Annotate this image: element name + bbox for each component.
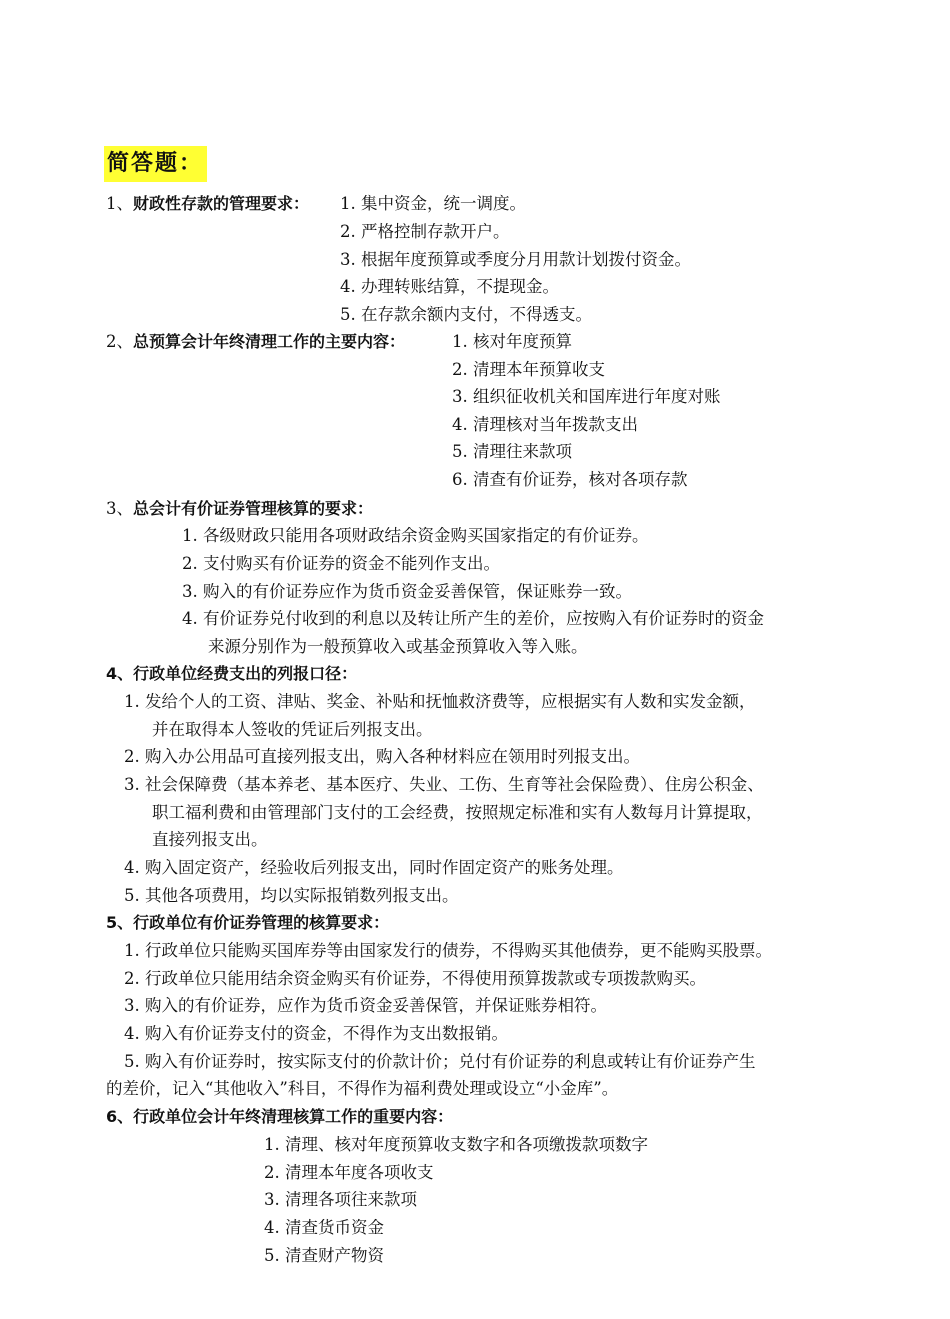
question-3-item-3: 3. 购入的有价证券应作为货币资金妥善保管，保证账券一致。 — [182, 582, 632, 601]
question-2-heading — [106, 330, 405, 354]
question-6-item-3: 3. 清理各项往来款项 — [264, 1190, 417, 1209]
question-1-item-5: 5. 在存款余额内支付，不得透支。 — [340, 305, 592, 324]
question-4-item-3-cont-1: 职工福利费和由管理部门支付的工会经费，按照规定标准和实有人数每月计算提取， — [152, 803, 763, 822]
question-2-item-2: 2. 清理本年预算收支 — [452, 360, 605, 379]
question-6-item-5: 5. 清查财产物资 — [264, 1246, 384, 1265]
question-3-item-4: 4. 有价证券兑付收到的利息以及转让所产生的差价，应按购入有价证券时的资金 — [182, 609, 764, 628]
question-5-item-4: 4. 购入有价证券支付的资金，不得作为支出数报销。 — [124, 1024, 508, 1043]
question-4-item-1-cont: 并在取得本人签收的凭证后列报支出。 — [152, 720, 433, 739]
question-3-item-1: 1. 各级财政只能用各项财政结余资金购买国家指定的有价证券。 — [182, 526, 649, 545]
question-4-item-4: 4. 购入固定资产，经验收后列报支出，同时作固定资产的账务处理。 — [124, 858, 624, 877]
question-1-item-3: 3. 根据年度预算或季度分月用款计划拨付资金。 — [340, 250, 691, 269]
question-4-item-1: 1. 发给个人的工资、津贴、奖金、补贴和抚恤救济费等，应根据实有人数和实发金额， — [124, 692, 756, 711]
question-4-item-3: 3. 社会保障费（基本养老、基本医疗、失业、工伤、生育等社会保险费）、住房公积金、 — [124, 775, 764, 794]
question-2-item-5: 5. 清理往来款项 — [452, 442, 572, 461]
question-6-item-4: 4. 清查货币资金 — [264, 1218, 384, 1237]
question-3-number: 3、 — [106, 499, 133, 518]
question-4-heading: 4、行政单位经费支出的列报口径： — [106, 664, 358, 683]
section-title-highlight: 简答题： — [104, 146, 207, 182]
question-5-item-1: 1. 行政单位只能购买国库券等由国家发行的债券，不得购买其他债券，更不能购买股票。 — [124, 941, 772, 960]
question-1-item-4: 4. 办理转账结算，不提现金。 — [340, 277, 559, 296]
question-2-item-3: 3. 组织征收机关和国库进行年度对账 — [452, 387, 721, 406]
question-5-item-3: 3. 购入的有价证券，应作为货币资金妥善保管，并保证账券相符。 — [124, 996, 607, 1015]
question-5-item-5-cont: 的差价，记入“其他收入”科目，不得作为福利费处理或设立“小金库”。 — [106, 1079, 619, 1098]
question-1-item-2: 2. 严格控制存款开户。 — [340, 222, 510, 241]
question-2-number: 2、 — [106, 332, 133, 351]
question-4-item-3-cont-2: 直接列报支出。 — [152, 830, 268, 849]
question-5-item-2: 2. 行政单位只能用结余资金购买有价证券，不得使用预算拨款或专项拨款购买。 — [124, 969, 706, 988]
question-2-item-6: 6. 清查有价证券，核对各项存款 — [452, 470, 688, 489]
question-5-item-5: 5. 购入有价证券时，按实际支付的价款计价；兑付有价证券的利息或转让有价证券产生 — [124, 1052, 756, 1071]
question-3-heading — [106, 497, 373, 521]
question-2-item-1: 1. 核对年度预算 — [452, 332, 572, 351]
question-1-heading — [106, 192, 309, 216]
question-1-title: 财政性存款的管理要求： — [133, 194, 310, 213]
question-3-item-2: 2. 支付购买有价证券的资金不能列作支出。 — [182, 554, 500, 573]
question-3-title: 总会计有价证券管理核算的要求： — [133, 499, 374, 518]
question-3-item-4-cont: 来源分别作为一般预算收入或基金预算收入等入账。 — [208, 637, 588, 656]
question-1-number: 1、 — [106, 194, 133, 213]
question-1-item-1: 1. 集中资金，统一调度。 — [340, 194, 526, 213]
question-6-item-1: 1. 清理、核对年度预算收支数字和各项缴拨款项数字 — [264, 1135, 648, 1154]
question-6-heading: 6、行政单位会计年终清理核算工作的重要内容： — [106, 1107, 454, 1126]
question-4-item-2: 2. 购入办公用品可直接列报支出，购入各种材料应在领用时列报支出。 — [124, 747, 640, 766]
question-2-title: 总预算会计年终清理工作的主要内容： — [133, 332, 406, 351]
question-6-item-2: 2. 清理本年度各项收支 — [264, 1163, 434, 1182]
question-4-item-5: 5. 其他各项费用，均以实际报销数列报支出。 — [124, 886, 459, 905]
question-5-heading: 5、行政单位有价证券管理的核算要求： — [106, 913, 390, 932]
question-2-item-4: 4. 清理核对当年拨款支出 — [452, 415, 638, 434]
